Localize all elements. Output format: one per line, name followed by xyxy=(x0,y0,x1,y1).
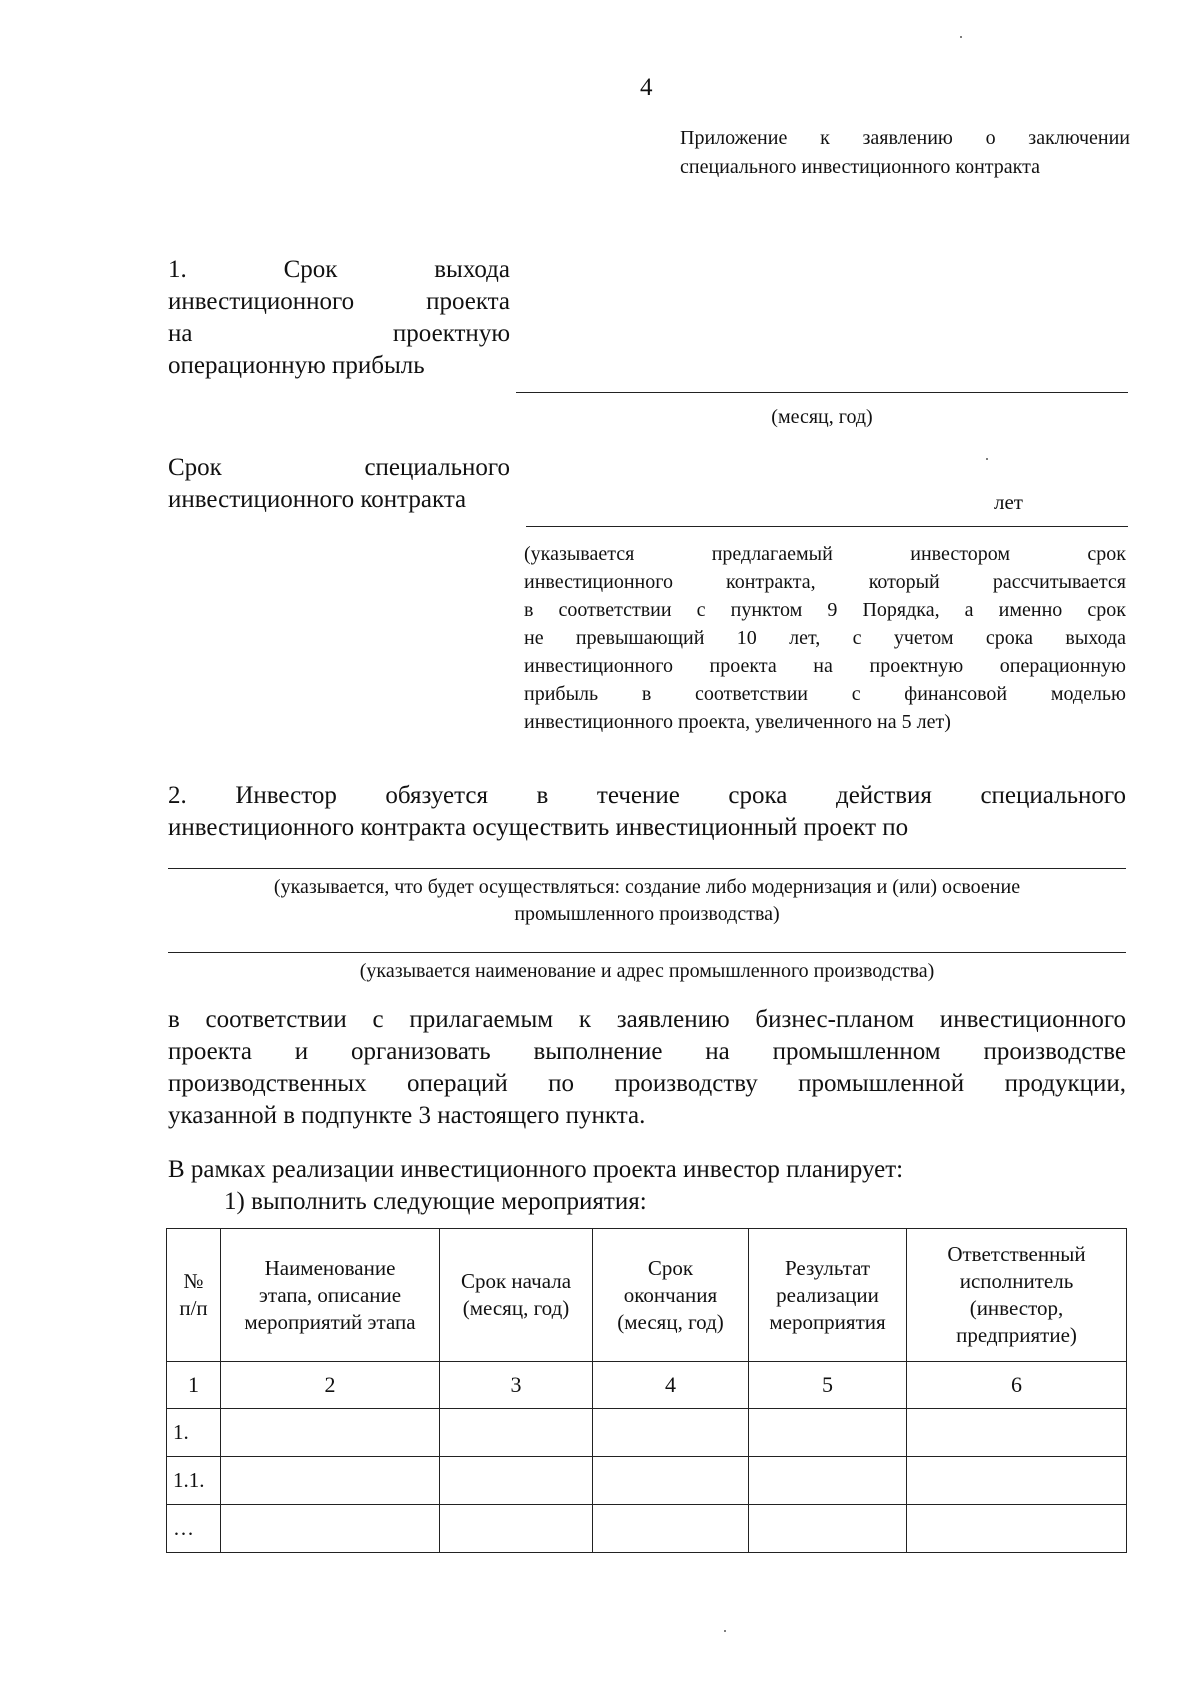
note-line: инвестиционного проекта, увеличенного на 5 лет) xyxy=(524,711,951,733)
header-start-date xyxy=(440,1229,593,1362)
text-line: производственных операций по производству промышленной продукции, xyxy=(168,1070,1126,1097)
header-stage-name xyxy=(221,1229,440,1362)
column-number: 2 xyxy=(221,1362,440,1409)
stage-name-cell[interactable] xyxy=(221,1409,440,1457)
years-unit: лет xyxy=(994,490,1023,514)
responsible-cell[interactable] xyxy=(907,1457,1127,1505)
result-cell[interactable] xyxy=(749,1409,907,1457)
note-line: (указывается предлагаемый инвестором срок xyxy=(524,543,1126,565)
header-line: Срок xyxy=(647,1255,694,1280)
header-line: Ответственный xyxy=(947,1242,1086,1266)
text-line: проекта и организовать выполнение на промышленном производстве xyxy=(168,1038,1126,1065)
header-responsible xyxy=(907,1229,1127,1362)
header-line: (месяц, год) xyxy=(617,1309,724,1334)
page-number: 4 xyxy=(640,74,653,101)
contract-term-label xyxy=(168,452,510,516)
table-row xyxy=(167,1505,1127,1553)
label-line: Срок специального xyxy=(168,454,510,481)
scan-speck xyxy=(960,36,962,38)
caption-line: (указывается, что будет осуществляться: создание либо модернизация и (или) освоение xyxy=(273,876,1021,898)
project-term-caption: (месяц, год) xyxy=(771,406,873,428)
header-line: п/п xyxy=(179,1296,208,1320)
start-date-cell[interactable] xyxy=(440,1409,593,1457)
appendix-line: специального инвестиционного контракта xyxy=(680,156,1040,178)
stage-name-cell[interactable] xyxy=(221,1505,440,1553)
appendix-header xyxy=(680,124,1130,182)
result-cell[interactable] xyxy=(749,1457,907,1505)
production-name-field[interactable] xyxy=(168,952,1126,953)
appendix-line: Приложение к заявлению о заключении xyxy=(680,127,1130,149)
responsible-cell[interactable] xyxy=(907,1409,1127,1457)
item1-line: 1) выполнить следующие мероприятия: xyxy=(224,1188,647,1215)
header-line: окончания xyxy=(623,1282,718,1307)
contract-term-note xyxy=(524,540,1126,736)
label-line: 1. Срок выхода xyxy=(168,256,510,283)
project-term-label xyxy=(168,254,510,382)
column-number: 6 xyxy=(907,1362,1127,1409)
text-line: указанной в подпункте 3 настоящего пункта. xyxy=(168,1102,646,1129)
column-number: 1 xyxy=(167,1362,221,1409)
row-number: 1.1. xyxy=(167,1457,221,1505)
header-line: Результат xyxy=(784,1255,871,1280)
header-line: Наименование xyxy=(264,1255,396,1280)
caption-line: промышленного производства) xyxy=(514,903,780,925)
header-line: исполнитель xyxy=(959,1269,1074,1293)
column-number-row xyxy=(167,1362,1127,1409)
project-type-field[interactable] xyxy=(168,868,1126,869)
end-date-cell[interactable] xyxy=(593,1409,749,1457)
row-number: … xyxy=(167,1505,221,1553)
text-line: инвестиционного контракта осуществить инвестиционный проект по xyxy=(168,814,909,841)
project-term-field[interactable] xyxy=(516,392,1128,393)
header-number xyxy=(167,1229,221,1362)
note-line: не превышающий 10 лет, с учетом срока выхода xyxy=(524,627,1126,649)
start-date-cell[interactable] xyxy=(440,1505,593,1553)
label-line: операционную прибыль xyxy=(168,352,425,379)
scan-speck xyxy=(724,1630,726,1632)
header-line: (инвестор, xyxy=(969,1296,1064,1320)
contract-term-field[interactable] xyxy=(526,526,1128,527)
header-line: этапа, описание xyxy=(258,1282,402,1307)
note-line: в соответствии с пунктом 9 Порядка, а именно срок xyxy=(524,599,1126,621)
section2-paragraph xyxy=(168,1004,1126,1132)
header-line: № xyxy=(183,1269,204,1293)
end-date-cell[interactable] xyxy=(593,1505,749,1553)
column-number: 5 xyxy=(749,1362,907,1409)
label-line: инвестиционного проекта xyxy=(168,288,510,315)
end-date-cell[interactable] xyxy=(593,1457,749,1505)
section2-intro xyxy=(168,780,1126,844)
result-cell[interactable] xyxy=(749,1505,907,1553)
project-type-caption xyxy=(168,874,1126,928)
stage-name-cell[interactable] xyxy=(221,1457,440,1505)
header-line: мероприятий этапа xyxy=(244,1309,416,1334)
label-line: на проектную xyxy=(168,320,510,347)
header-result xyxy=(749,1229,907,1362)
header-line: (месяц, год) xyxy=(462,1296,570,1320)
header-line: предприятие) xyxy=(956,1323,1077,1347)
table-row xyxy=(167,1409,1127,1457)
header-line: реализации xyxy=(776,1282,879,1307)
plans-line: В рамках реализации инвестиционного проекта инвестор планирует: xyxy=(168,1156,904,1183)
responsible-cell[interactable] xyxy=(907,1505,1127,1553)
row-number: 1. xyxy=(167,1409,221,1457)
events-table xyxy=(166,1228,1127,1553)
label-line: инвестиционного контракта xyxy=(168,486,467,513)
scan-speck xyxy=(986,458,988,460)
header-end-date xyxy=(593,1229,749,1362)
table-row xyxy=(167,1457,1127,1505)
header-line: мероприятия xyxy=(769,1309,886,1334)
note-line: прибыль в соответствии с финансовой моделью xyxy=(524,683,1126,705)
column-number: 4 xyxy=(593,1362,749,1409)
table-header-row xyxy=(167,1229,1127,1362)
column-number: 3 xyxy=(440,1362,593,1409)
production-name-caption: (указывается наименование и адрес промышленного производства) xyxy=(359,960,935,982)
text-line: в соответствии с прилагаемым к заявлению бизнес-планом инвестиционного xyxy=(168,1006,1126,1033)
note-line: инвестиционного контракта, который рассчитывается xyxy=(524,571,1126,593)
start-date-cell[interactable] xyxy=(440,1457,593,1505)
header-line: Срок начала xyxy=(460,1269,572,1293)
text-line: 2. Инвестор обязуется в течение срока действия специального xyxy=(168,782,1126,809)
note-line: инвестиционного проекта на проектную операционную xyxy=(524,655,1126,677)
